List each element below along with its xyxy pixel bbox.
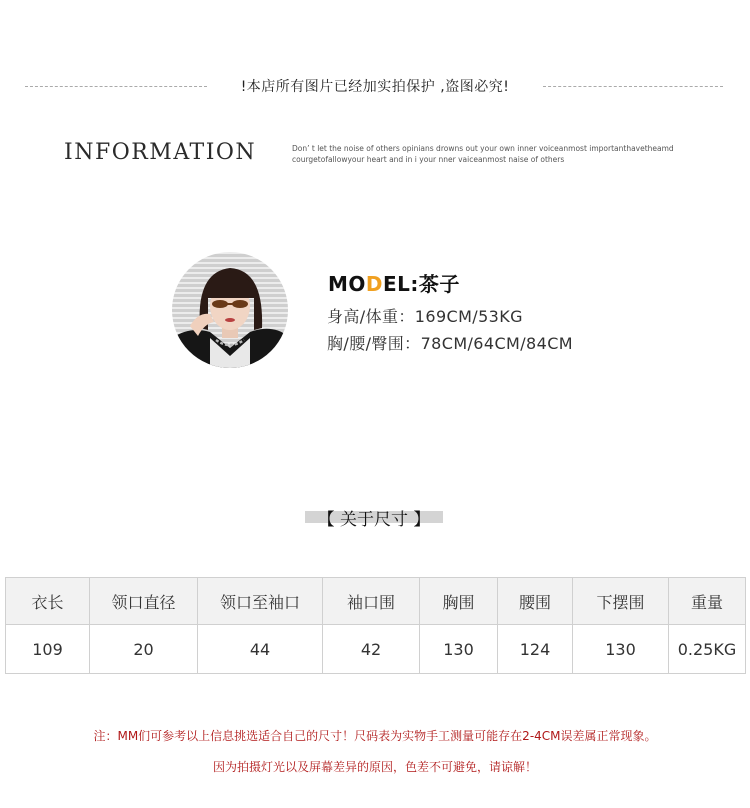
information-subtitle-line-1: Don’ t let the noise of others opinians drowns out your own inner voiceanmost importanthavetheamd (292, 144, 674, 153)
model-height-weight: 身高/体重：169CM/53KG (327, 307, 523, 326)
model-label-d: D (365, 272, 384, 296)
value-collar-to-cuff: 44 (198, 625, 323, 674)
header-weight: 重量 (669, 578, 746, 625)
copyright-notice: !本店所有图片已经加实拍保护 ,盗图必究! (240, 79, 510, 95)
value-cuff-circumference: 42 (323, 625, 420, 674)
header-length: 衣长 (6, 578, 90, 625)
measurement-note: 注：MM们可参考以上信息挑选适合自己的尺寸！尺码表为实物手工测量可能存在2-4CM误差属正常现象。 (93, 729, 657, 743)
value-waist: 124 (498, 625, 573, 674)
value-collar-diameter: 20 (90, 625, 198, 674)
header-bust: 胸围 (420, 578, 498, 625)
size-table-header-row (6, 578, 746, 625)
information-subtitle-line-2: courgetofallowyour heart and in i your nner vaiceanmost naise of others (292, 154, 565, 164)
model-name (328, 268, 460, 297)
value-length: 109 (6, 625, 90, 674)
information-subtitle (292, 144, 712, 165)
size-table-value-row (6, 625, 746, 674)
header-cuff-circumference: 袖口围 (323, 578, 420, 625)
model-label-el: EL: (383, 272, 419, 296)
header-hem: 下摆围 (573, 578, 669, 625)
information-title: INFORMATION (64, 140, 257, 165)
model-label-mo: MO (328, 272, 366, 296)
size-table (5, 577, 746, 674)
model-measurements: 胸/腰/臀围：78CM/64CM/84CM (327, 334, 573, 353)
model-avatar (172, 252, 288, 368)
value-bust: 130 (420, 625, 498, 674)
header-waist: 腰围 (498, 578, 573, 625)
value-weight: 0.25KG (669, 625, 746, 674)
header-collar-diameter: 领口直径 (90, 578, 198, 625)
value-hem: 130 (573, 625, 669, 674)
model-photo-icon (172, 252, 288, 368)
model-name-value: 茶子 (418, 272, 460, 296)
size-section-title: 【 关于尺寸 】 (317, 510, 431, 530)
header-collar-to-cuff: 领口至袖口 (198, 578, 323, 625)
color-difference-note: 因为拍摄灯光以及屏幕差异的原因，色差不可避免，请谅解！ (212, 760, 537, 774)
